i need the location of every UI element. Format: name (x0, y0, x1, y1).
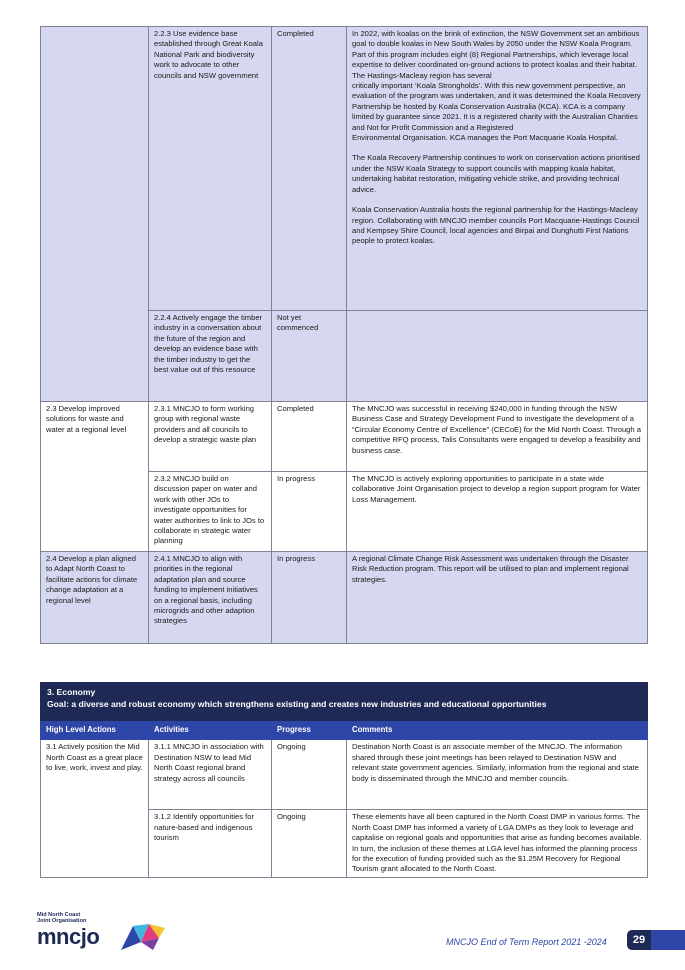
logo-wordmark: mncjo (37, 924, 100, 949)
activity-cell: 2.2.4 Actively engage the timber industry in a conversation about the future of the region and develop an evidence base with the timber industry to get the best value out of this resource (149, 311, 272, 402)
comment-paragraph: In 2022, with koalas on the brink of extinction, the NSW Government set an ambitious goal to double koalas in New South Wales by 2050 under the NSW Koala Program. Part of this program includes eight (8) Regional Partnerships, which leverage local expertise to deliver coordinated on-ground actions to protect koalas and their habitat. The Hastings-Macleay region has several critically important ‘Koala Strongholds’. With this new government perspective, an evaluation of the program was undertaken, and it was determined the Koala Recovery Partnership be hosted by Koala Conservation Australia (KCA). KCA is a company limited by guarantee since 2021. It is a registered charity with the Australian Charities and Not for Profit Commission and a Registered Environmental Organisation. KCA manages the Port Macquarie Koala Hospital. (352, 29, 641, 143)
activity-cell: 2.3.2 MNCJO build on discussion paper on water and work with other JOs to investigate opportunities for water authorities to link to JOs to collaborate in strategic water planning (149, 472, 272, 552)
progress-cell: Not yet commenced (272, 311, 347, 402)
progress-cell: Completed (272, 402, 347, 472)
activity-cell: 3.1.2 Identify opportunities for nature-based and indigenous tourism (149, 810, 272, 877)
high-level-action-cell: 3.1 Actively position the Mid North Coast as a great place to live, work, invest and play. (41, 740, 149, 877)
mncjo-logo (37, 912, 177, 952)
column-header: High Level Actions (41, 721, 149, 740)
logo-mark-icon (119, 922, 167, 952)
comment-paragraph: The Koala Recovery Partnership continues to work on conservation actions prioritised under the NSW Koala Strategy to support councils with mapping koala habitat, undertaking habitat restoration, mitigating vehicle strike, and providing technical advice. (352, 153, 640, 194)
action-table (40, 26, 648, 644)
report-title: MNCJO End of Term Report 2021 -2024 (446, 937, 607, 947)
activity-cell: 2.2.3 Use evidence base established through Great Koala National Park and biodiversity work to advocate to other councils and NSW government (149, 27, 272, 311)
table-row (41, 740, 648, 810)
economy-table (40, 682, 648, 878)
table-row (41, 27, 648, 311)
activity-cell: 2.4.1 MNCJO to align with priorities in the regional adaptation plan and source funding to implement initiatives on a regional basis, including microgrids and other adaption strategies (149, 552, 272, 644)
comments-cell (347, 472, 648, 552)
comments-cell (347, 311, 648, 402)
progress-cell: In progress (272, 552, 347, 644)
table-row (41, 402, 648, 472)
progress-cell: Ongoing (272, 740, 347, 810)
section-header (41, 683, 648, 721)
comment-paragraph: These elements have all been captured in the North Coast DMP in various forms. The North Coast DMP has informed a variety of LGA DMPs as they look to leverage and capitalise on regional goals and opportunities that arise as funding becomes available. In turn, the inclusion of these themes at LGA level has informed the planning process for the execution of funding provided such as the $1.25M Recovery for Regional Tourism grant allocated to the North Coast. (352, 812, 642, 874)
section-heading: 3. Economy (47, 687, 96, 697)
page-number: 29 (627, 930, 651, 950)
column-header: Activities (149, 721, 272, 740)
high-level-action-cell (41, 27, 149, 402)
comment-paragraph: The MNCJO was successful in receiving $240,000 in funding through the NSW Business Case and Strategy Development Fund to investigate the development of a “Circular Economy Centre of Excellence” (CECoE) for the Mid North Coast. Through a competitive RFQ process, Talis Consultants were engaged to develop a feasibility and business case. (352, 404, 641, 455)
comment-paragraph: The MNCJO is actively exploring opportunities to participate in a state wide collaborative Joint Organisation project to develop a region support program for Water Loss Management. (352, 474, 641, 504)
comments-cell (347, 552, 648, 644)
comment-paragraph: Destination North Coast is an associate member of the MNCJO. The information shared through these joint meetings has been relayed to Destination NSW and relevant state government agencies. Similarly, information from the regional and state body is disseminated through the MNCJO and member councils. (352, 742, 639, 783)
comments-cell (347, 27, 648, 311)
column-header: Progress (272, 721, 347, 740)
comment-paragraph: A regional Climate Change Risk Assessment was undertaken through the Disaster Risk Reduction program. This report will be utilised to plan and implement regional strategies. (352, 554, 629, 584)
high-level-action-cell: 2.4 Develop a plan aligned to Adapt North Coast to facilitate actions for climate change adaptation at a regional level (41, 552, 149, 644)
activity-cell: 3.1.1 MNCJO in association with Destination NSW to lead Mid North Coast regional brand strategy across all councils (149, 740, 272, 810)
comments-cell (347, 810, 648, 877)
column-header: Comments (347, 721, 648, 740)
progress-cell: Ongoing (272, 810, 347, 877)
page-tab-accent (651, 930, 685, 950)
comment-paragraph: Koala Conservation Australia hosts the regional partnership for the Hastings-Macleay region. Collaborating with MNCJO member councils Port Macquarie-Hastings Council and Kempsey Shire Council, local agencies and Birpai and Dunghutti First Nations people to protect koalas. (352, 205, 640, 246)
progress-cell: In progress (272, 472, 347, 552)
activity-cell: 2.3.1 MNCJO to form working group with regional waste providers and all councils to develop a strategic waste plan (149, 402, 272, 472)
comments-cell (347, 740, 648, 810)
high-level-action-cell: 2.3 Develop improved solutions for waste and water at a regional level (41, 402, 149, 552)
table-row (41, 552, 648, 644)
column-header-row (41, 721, 648, 740)
logo-subtitle: Mid North Coast Joint Organisation (37, 912, 87, 925)
comments-cell (347, 402, 648, 472)
progress-cell: Completed (272, 27, 347, 311)
section-goal: Goal: a diverse and robust economy which strengthens existing and creates new industries and educational opportunities (47, 699, 547, 709)
